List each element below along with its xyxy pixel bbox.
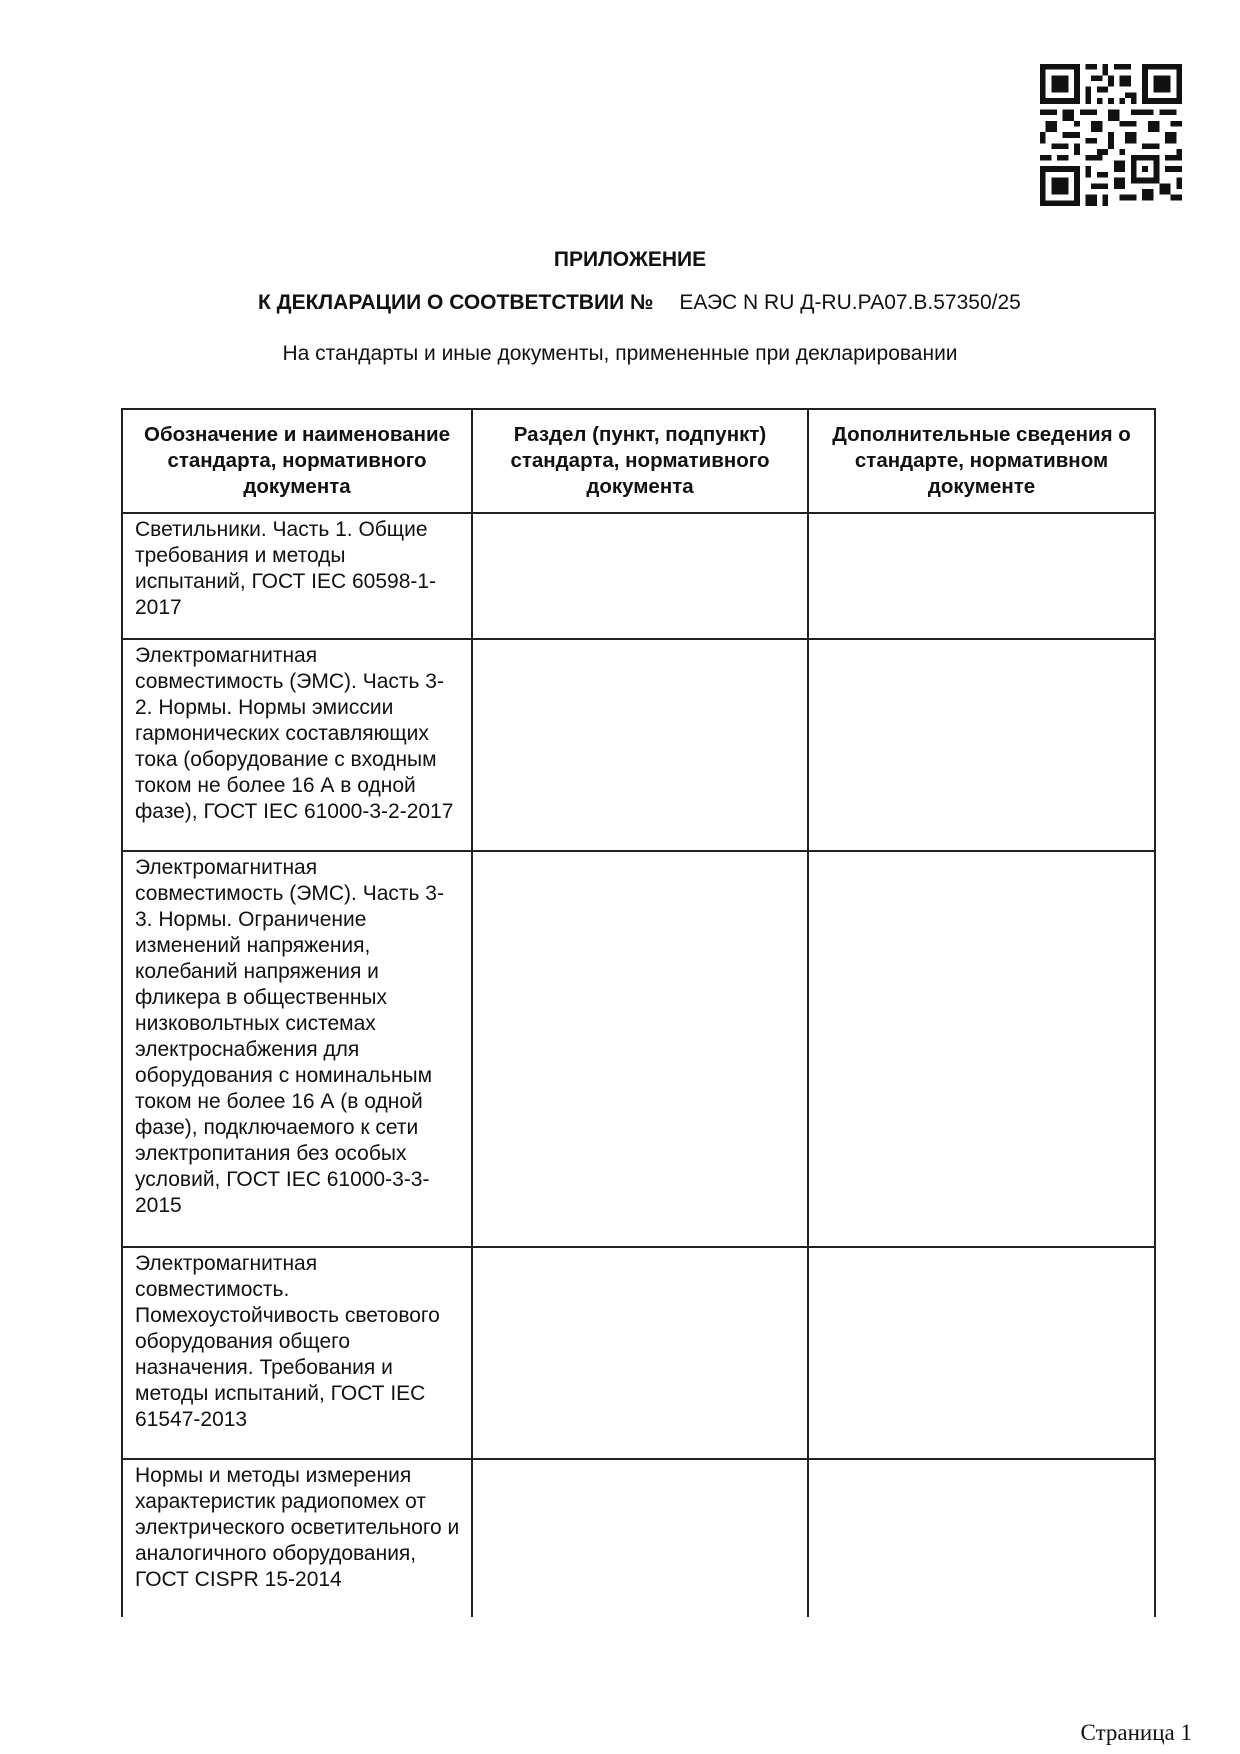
standards-table	[121, 408, 1156, 1617]
declaration-label: К ДЕКЛАРАЦИИ О СООТВЕТСТВИИ №	[258, 291, 654, 314]
column-header-section: Раздел (пункт, подпункт) стандарта, нормативного документа	[472, 409, 808, 513]
extra-cell	[808, 851, 1155, 1247]
extra-cell	[808, 513, 1155, 639]
extra-cell	[808, 1247, 1155, 1459]
table-row	[122, 639, 1155, 851]
document-subtitle: На стандарты и иные документы, примененные при декларировании	[282, 342, 958, 365]
page-number: Страница 1	[1080, 1720, 1192, 1745]
declaration-line	[258, 291, 1021, 315]
section-cell	[472, 1459, 808, 1617]
qr-code	[1040, 64, 1182, 206]
standard-cell: Электромагнитная совместимость. Помехоустойчивость светового оборудования общего назначения. Требования и методы испытаний, ГОСТ IEC 61547-2013	[122, 1247, 472, 1459]
table-row	[122, 851, 1155, 1247]
standard-cell: Нормы и методы измерения характеристик радиопомех от электрического осветительного и аналогичного оборудования, ГОСТ CISPR 15-2014	[122, 1459, 472, 1617]
extra-cell	[808, 639, 1155, 851]
section-cell	[472, 639, 808, 851]
section-cell	[472, 1247, 808, 1459]
standard-cell: Светильники. Часть 1. Общие требования и методы испытаний, ГОСТ IEC 60598-1-2017	[122, 513, 472, 639]
table-row	[122, 513, 1155, 639]
standard-cell: Электромагнитная совместимость (ЭМС). Часть 3-2. Нормы. Нормы эмиссии гармонических составляющих тока (оборудование с входным током не более 16 А в одной фазе), ГОСТ IEC 61000-3-2-2017	[122, 639, 472, 851]
column-header-extra: Дополнительные сведения о стандарте, нормативном документе	[808, 409, 1155, 513]
document-title: ПРИЛОЖЕНИЕ	[553, 248, 707, 271]
column-header-standard: Обозначение и наименование стандарта, нормативного документа	[122, 409, 472, 513]
table-header-row	[122, 409, 1155, 513]
section-cell	[472, 851, 808, 1247]
table-row	[122, 1459, 1155, 1617]
table-row	[122, 1247, 1155, 1459]
extra-cell	[808, 1459, 1155, 1617]
standard-cell: Электромагнитная совместимость (ЭМС). Часть 3-3. Нормы. Ограничение изменений напряжения, колебаний напряжения и фликера в общественных низковольтных системах электроснабжения для оборудования с номинальным током не более 16 А (в одной фазе), подключаемого к сети электропитания без особых условий, ГОСТ IEC 61000-3-3-2015	[122, 851, 472, 1247]
section-cell	[472, 513, 808, 639]
declaration-number: ЕАЭС N RU Д-RU.РА07.В.57350/25	[679, 291, 1021, 314]
